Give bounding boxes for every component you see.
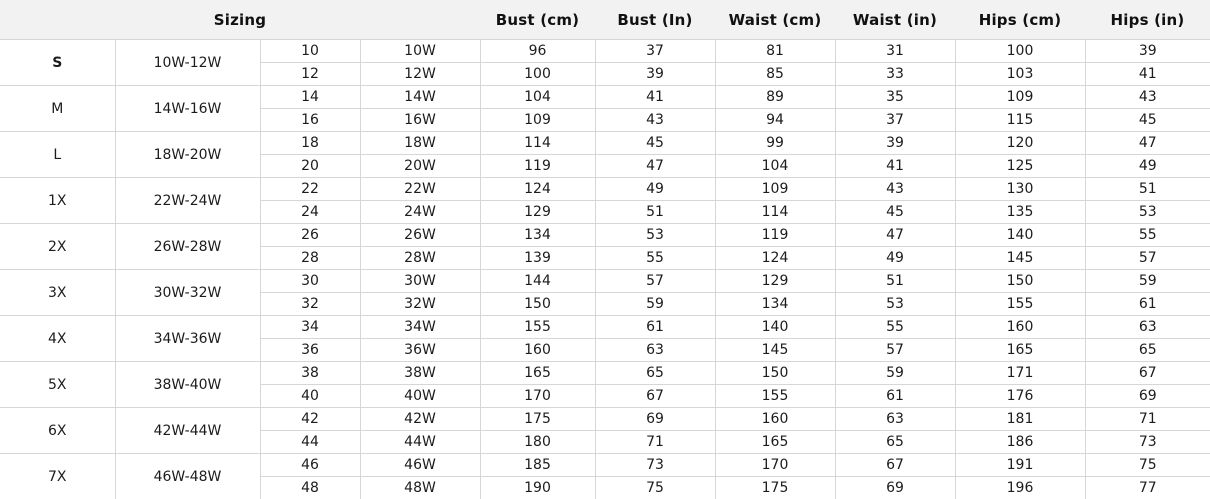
bust-in-cell: 53 [595,224,715,247]
size-w-cell: 30W [360,270,480,293]
size-w-cell: 12W [360,63,480,86]
bust-cm-cell: 160 [480,339,595,362]
hips-in-cell: 53 [1085,201,1210,224]
hips-in-cell: 57 [1085,247,1210,270]
size-range-cell: 30W-32W [115,270,260,316]
waist-in-cell: 57 [835,339,955,362]
size-num-cell: 40 [260,385,360,408]
table-row [0,224,1210,247]
hips-in-cell: 73 [1085,431,1210,454]
hips-in-cell: 39 [1085,40,1210,63]
waist-in-cell: 51 [835,270,955,293]
waist-in-cell: 61 [835,385,955,408]
hips-in-cell: 75 [1085,454,1210,477]
waist-in-cell: 59 [835,362,955,385]
bust-in-cell: 51 [595,201,715,224]
waist-in-cell: 47 [835,224,955,247]
size-num-cell: 20 [260,155,360,178]
header-bust-cm: Bust (cm) [480,0,595,40]
waist-cm-cell: 124 [715,247,835,270]
size-num-cell: 28 [260,247,360,270]
waist-in-cell: 49 [835,247,955,270]
size-letter-cell: L [0,132,115,178]
bust-cm-cell: 180 [480,431,595,454]
header-bust-in: Bust (In) [595,0,715,40]
bust-in-cell: 41 [595,86,715,109]
size-w-cell: 22W [360,178,480,201]
size-range-cell: 26W-28W [115,224,260,270]
size-num-cell: 10 [260,40,360,63]
size-letter-cell: M [0,86,115,132]
table-row [0,40,1210,63]
hips-cm-cell: 140 [955,224,1085,247]
table-row [0,408,1210,431]
size-range-cell: 46W-48W [115,454,260,499]
bust-cm-cell: 129 [480,201,595,224]
hips-in-cell: 43 [1085,86,1210,109]
size-num-cell: 16 [260,109,360,132]
waist-in-cell: 35 [835,86,955,109]
size-w-cell: 16W [360,109,480,132]
bust-in-cell: 43 [595,109,715,132]
waist-in-cell: 39 [835,132,955,155]
bust-cm-cell: 165 [480,362,595,385]
waist-in-cell: 33 [835,63,955,86]
size-num-cell: 32 [260,293,360,316]
size-num-cell: 14 [260,86,360,109]
size-num-cell: 30 [260,270,360,293]
hips-in-cell: 71 [1085,408,1210,431]
bust-in-cell: 61 [595,316,715,339]
size-letter-cell: 5X [0,362,115,408]
hips-cm-cell: 103 [955,63,1085,86]
hips-cm-cell: 145 [955,247,1085,270]
size-num-cell: 18 [260,132,360,155]
waist-cm-cell: 170 [715,454,835,477]
bust-cm-cell: 144 [480,270,595,293]
hips-cm-cell: 196 [955,477,1085,499]
size-w-cell: 32W [360,293,480,316]
size-num-cell: 38 [260,362,360,385]
waist-cm-cell: 175 [715,477,835,499]
bust-cm-cell: 185 [480,454,595,477]
waist-in-cell: 69 [835,477,955,499]
hips-cm-cell: 125 [955,155,1085,178]
waist-cm-cell: 94 [715,109,835,132]
waist-in-cell: 65 [835,431,955,454]
hips-in-cell: 67 [1085,362,1210,385]
waist-cm-cell: 99 [715,132,835,155]
waist-in-cell: 37 [835,109,955,132]
size-w-cell: 10W [360,40,480,63]
hips-cm-cell: 130 [955,178,1085,201]
bust-cm-cell: 134 [480,224,595,247]
table-row [0,270,1210,293]
size-range-cell: 14W-16W [115,86,260,132]
waist-in-cell: 63 [835,408,955,431]
bust-cm-cell: 114 [480,132,595,155]
size-letter-cell: 7X [0,454,115,499]
size-num-cell: 44 [260,431,360,454]
bust-cm-cell: 119 [480,155,595,178]
waist-cm-cell: 155 [715,385,835,408]
waist-cm-cell: 119 [715,224,835,247]
size-w-cell: 34W [360,316,480,339]
bust-cm-cell: 139 [480,247,595,270]
size-w-cell: 18W [360,132,480,155]
hips-in-cell: 47 [1085,132,1210,155]
size-num-cell: 46 [260,454,360,477]
hips-in-cell: 55 [1085,224,1210,247]
bust-cm-cell: 175 [480,408,595,431]
waist-in-cell: 55 [835,316,955,339]
hips-in-cell: 51 [1085,178,1210,201]
size-letter-cell: S [0,40,115,86]
size-w-cell: 40W [360,385,480,408]
hips-in-cell: 69 [1085,385,1210,408]
bust-cm-cell: 190 [480,477,595,499]
header-hips-cm: Hips (cm) [955,0,1085,40]
bust-in-cell: 71 [595,431,715,454]
size-letter-cell: 1X [0,178,115,224]
hips-cm-cell: 186 [955,431,1085,454]
bust-cm-cell: 104 [480,86,595,109]
waist-cm-cell: 109 [715,178,835,201]
waist-in-cell: 43 [835,178,955,201]
size-range-cell: 22W-24W [115,178,260,224]
bust-cm-cell: 100 [480,63,595,86]
size-w-cell: 38W [360,362,480,385]
hips-cm-cell: 176 [955,385,1085,408]
hips-cm-cell: 171 [955,362,1085,385]
bust-in-cell: 49 [595,178,715,201]
waist-in-cell: 45 [835,201,955,224]
size-range-cell: 10W-12W [115,40,260,86]
waist-cm-cell: 165 [715,431,835,454]
size-letter-cell: 6X [0,408,115,454]
waist-cm-cell: 150 [715,362,835,385]
hips-cm-cell: 150 [955,270,1085,293]
bust-in-cell: 63 [595,339,715,362]
hips-cm-cell: 135 [955,201,1085,224]
waist-cm-cell: 85 [715,63,835,86]
table-row [0,454,1210,477]
waist-cm-cell: 104 [715,155,835,178]
table-row [0,362,1210,385]
bust-cm-cell: 150 [480,293,595,316]
size-w-cell: 46W [360,454,480,477]
hips-cm-cell: 191 [955,454,1085,477]
hips-cm-cell: 160 [955,316,1085,339]
waist-in-cell: 41 [835,155,955,178]
bust-in-cell: 37 [595,40,715,63]
size-num-cell: 24 [260,201,360,224]
table-row [0,178,1210,201]
size-num-cell: 48 [260,477,360,499]
size-w-cell: 44W [360,431,480,454]
waist-cm-cell: 114 [715,201,835,224]
size-w-cell: 28W [360,247,480,270]
hips-cm-cell: 155 [955,293,1085,316]
bust-cm-cell: 170 [480,385,595,408]
header-row [0,0,1210,40]
hips-in-cell: 63 [1085,316,1210,339]
bust-in-cell: 47 [595,155,715,178]
waist-in-cell: 67 [835,454,955,477]
waist-cm-cell: 160 [715,408,835,431]
waist-cm-cell: 89 [715,86,835,109]
bust-in-cell: 73 [595,454,715,477]
bust-in-cell: 55 [595,247,715,270]
hips-in-cell: 49 [1085,155,1210,178]
size-w-cell: 26W [360,224,480,247]
waist-cm-cell: 140 [715,316,835,339]
size-num-cell: 34 [260,316,360,339]
header-sizing: Sizing [0,0,480,40]
table-body [0,40,1210,499]
size-letter-cell: 4X [0,316,115,362]
size-num-cell: 12 [260,63,360,86]
size-letter-cell: 3X [0,270,115,316]
hips-cm-cell: 109 [955,86,1085,109]
bust-cm-cell: 124 [480,178,595,201]
hips-in-cell: 61 [1085,293,1210,316]
size-w-cell: 24W [360,201,480,224]
bust-in-cell: 45 [595,132,715,155]
waist-cm-cell: 81 [715,40,835,63]
size-num-cell: 26 [260,224,360,247]
bust-cm-cell: 96 [480,40,595,63]
bust-in-cell: 39 [595,63,715,86]
bust-in-cell: 67 [595,385,715,408]
hips-cm-cell: 100 [955,40,1085,63]
bust-in-cell: 59 [595,293,715,316]
size-w-cell: 48W [360,477,480,499]
table-row [0,132,1210,155]
hips-in-cell: 45 [1085,109,1210,132]
waist-cm-cell: 134 [715,293,835,316]
bust-cm-cell: 155 [480,316,595,339]
hips-in-cell: 41 [1085,63,1210,86]
waist-in-cell: 31 [835,40,955,63]
waist-in-cell: 53 [835,293,955,316]
bust-in-cell: 65 [595,362,715,385]
hips-cm-cell: 165 [955,339,1085,362]
size-range-cell: 42W-44W [115,408,260,454]
table-row [0,86,1210,109]
size-letter-cell: 2X [0,224,115,270]
header-waist-cm: Waist (cm) [715,0,835,40]
hips-cm-cell: 115 [955,109,1085,132]
size-range-cell: 34W-36W [115,316,260,362]
size-num-cell: 42 [260,408,360,431]
size-w-cell: 36W [360,339,480,362]
waist-cm-cell: 145 [715,339,835,362]
hips-cm-cell: 120 [955,132,1085,155]
size-w-cell: 14W [360,86,480,109]
size-w-cell: 20W [360,155,480,178]
size-range-cell: 38W-40W [115,362,260,408]
header-waist-in: Waist (in) [835,0,955,40]
bust-in-cell: 69 [595,408,715,431]
size-w-cell: 42W [360,408,480,431]
size-num-cell: 22 [260,178,360,201]
hips-cm-cell: 181 [955,408,1085,431]
bust-in-cell: 75 [595,477,715,499]
bust-cm-cell: 109 [480,109,595,132]
bust-in-cell: 57 [595,270,715,293]
hips-in-cell: 65 [1085,339,1210,362]
size-num-cell: 36 [260,339,360,362]
table-row [0,316,1210,339]
hips-in-cell: 59 [1085,270,1210,293]
waist-cm-cell: 129 [715,270,835,293]
header-hips-in: Hips (in) [1085,0,1210,40]
size-range-cell: 18W-20W [115,132,260,178]
hips-in-cell: 77 [1085,477,1210,499]
